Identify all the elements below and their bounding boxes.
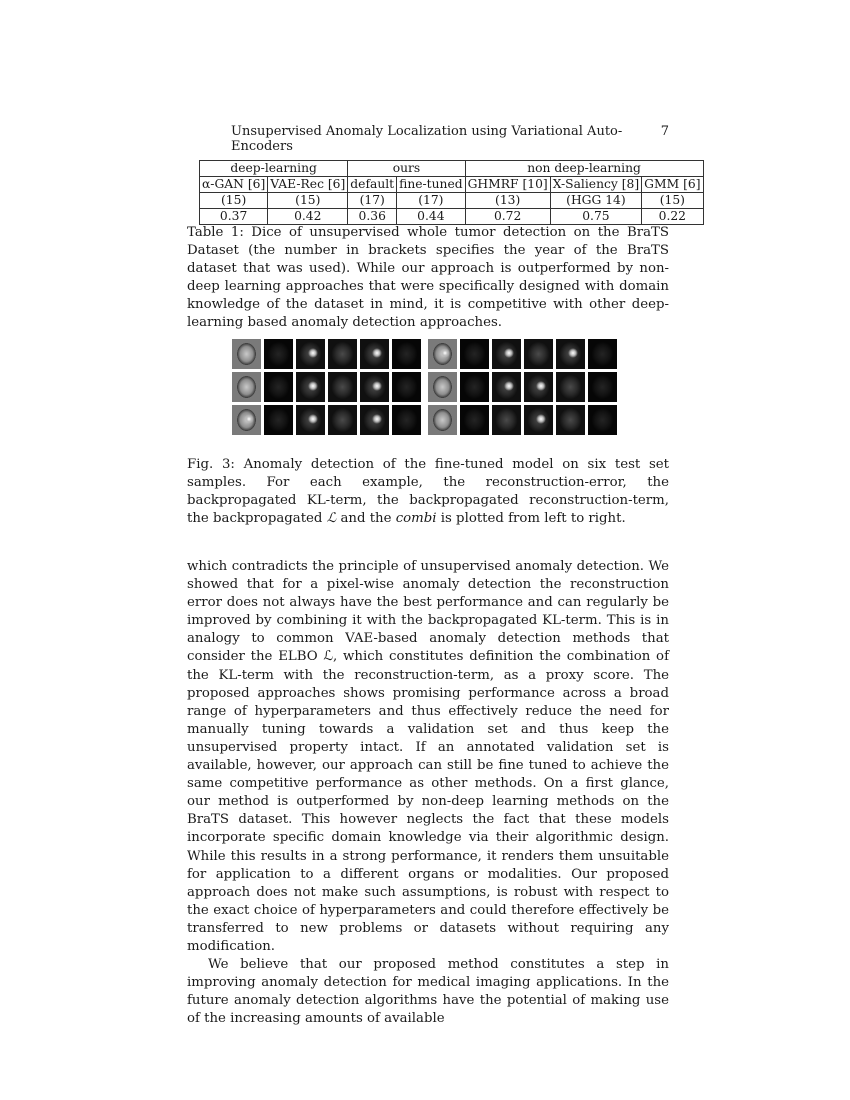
kl-term-map <box>492 405 521 435</box>
combi-map <box>588 372 617 402</box>
table-dice-row <box>200 209 704 225</box>
elbo-map <box>360 372 389 402</box>
method-cell: α-GAN [6] <box>200 177 268 193</box>
figure-caption-text: and the <box>336 511 396 526</box>
reconstruction-term-map <box>524 339 553 369</box>
combi-map <box>588 339 617 369</box>
reconstruction-term-map <box>328 405 357 435</box>
mri-slice-image <box>232 405 261 435</box>
reconstruction-term-map <box>524 405 553 435</box>
table-year-row <box>200 193 704 209</box>
kl-term-map <box>492 372 521 402</box>
body-text <box>187 558 669 1028</box>
combi-map <box>588 405 617 435</box>
reconstruction-error-map <box>460 339 489 369</box>
dice-cell: 0.36 <box>348 209 397 225</box>
figure-label: Fig. 3: <box>187 457 235 472</box>
dice-cell: 0.22 <box>642 209 703 225</box>
figure-caption <box>187 456 669 528</box>
table-method-row <box>200 177 704 193</box>
method-cell: GHMRF [10] <box>465 177 550 193</box>
dice-cell: 0.44 <box>397 209 465 225</box>
elbo-map <box>360 339 389 369</box>
mri-slice-image <box>232 339 261 369</box>
mri-slice-image <box>428 372 457 402</box>
kl-term-map <box>296 405 325 435</box>
combi-map <box>392 372 421 402</box>
group-ours: ours <box>348 161 465 177</box>
kl-term-map <box>296 372 325 402</box>
year-cell: (HGG 14) <box>550 193 641 209</box>
dice-cell: 0.72 <box>465 209 550 225</box>
figure-anomaly-maps <box>232 339 622 441</box>
method-cell: GMM [6] <box>642 177 703 193</box>
reconstruction-term-map <box>328 339 357 369</box>
results-table <box>199 160 704 225</box>
year-cell: (15) <box>268 193 348 209</box>
reconstruction-error-map <box>264 372 293 402</box>
table-group-row <box>200 161 704 177</box>
method-cell: VAE-Rec [6] <box>268 177 348 193</box>
reconstruction-error-map <box>264 339 293 369</box>
year-cell: (15) <box>642 193 703 209</box>
year-cell: (15) <box>200 193 268 209</box>
combi-map <box>392 339 421 369</box>
elbo-map <box>556 405 585 435</box>
combi-map <box>392 405 421 435</box>
combi-emphasis: combi <box>395 511 437 526</box>
elbo-map <box>556 339 585 369</box>
page-number: 7 <box>660 124 669 139</box>
mri-slice-image <box>428 339 457 369</box>
body-paragraph: which contradicts the principle of unsupervised anomaly detection. We showed that for a pixel-wise anomaly detection the reconstruction error does not always have the best performance and can regularly be improved by combining it with the backpropagated KL-term. This is in analogy to common VAE-based anomaly detection methods that consider the ELBO ℒ, which constitutes definition the combination of the KL-term with the reconstruction-term, as a proxy score. The proposed approaches shows promising performance across a broad range of hyperparameters and thus effectively reduce the need for manually tuning towards a validation set and thus keep the unsupervised property intact. If an annotated validation set is available, however, our approach can still be fine tuned to achieve the same competitive performance as other methods. On a first glance, our method is outperformed by non-deep learning methods on the BraTS dataset. This however neglects the fact that these models incorporate specific domain knowledge via their algorithmic design. While this results in a strong performance, it renders them unsuitable for application to a different organs or modalities. Our proposed approach does not make such assumptions, is robust with respect to the exact choice of hyperparameters and could therefore effectively be transferred to new problems or datasets without requiring any modification. <box>187 559 669 954</box>
method-cell: default <box>348 177 397 193</box>
group-deep-learning: deep-learning <box>200 161 348 177</box>
figure-caption-text: is plotted from left to right. <box>436 511 626 526</box>
running-title: Unsupervised Anomaly Localization using Variational Auto-Encoders <box>231 124 623 154</box>
reconstruction-term-map <box>524 372 553 402</box>
dice-cell: 0.42 <box>268 209 348 225</box>
dice-cell: 0.75 <box>550 209 641 225</box>
table-caption: Table 1: Dice of unsupervised whole tumor detection on the BraTS Dataset (the number in brackets specifies the year of the BraTS dataset that was used). While our approach is outperformed by non-deep learning approaches that were specifically designed with domain knowledge of the dataset in mind, it is competitive with other deep-learning based anomaly detection approaches. <box>187 225 669 330</box>
year-cell: (13) <box>465 193 550 209</box>
elbo-symbol: ℒ <box>326 511 337 526</box>
elbo-map <box>360 405 389 435</box>
figure-panel-left <box>232 339 421 435</box>
body-paragraph: We believe that our proposed method constitutes a step in improving anomaly detection for medical imaging applications. In the future anomaly detection algorithms have the potential of making use of the increasing amounts of available <box>187 957 669 1027</box>
mri-slice-image <box>232 372 261 402</box>
running-head <box>187 124 669 154</box>
elbo-map <box>556 372 585 402</box>
kl-term-map <box>492 339 521 369</box>
reconstruction-error-map <box>460 372 489 402</box>
year-cell: (17) <box>348 193 397 209</box>
year-cell: (17) <box>397 193 465 209</box>
figure-caption-text: Anomaly detection of the fine-tuned model on six test set samples. For each example, the reconstruction-error, the backpropagated KL-term, the backpropagated reconstruction-term, the backpropagated <box>187 457 669 526</box>
kl-term-map <box>296 339 325 369</box>
method-cell: X-Saliency [8] <box>550 177 641 193</box>
reconstruction-term-map <box>328 372 357 402</box>
method-cell: fine-tuned <box>397 177 465 193</box>
mri-slice-image <box>428 405 457 435</box>
reconstruction-error-map <box>264 405 293 435</box>
reconstruction-error-map <box>460 405 489 435</box>
figure-panel-right <box>428 339 617 435</box>
dice-cell: 0.37 <box>200 209 268 225</box>
group-non-deep-learning: non deep-learning <box>465 161 703 177</box>
